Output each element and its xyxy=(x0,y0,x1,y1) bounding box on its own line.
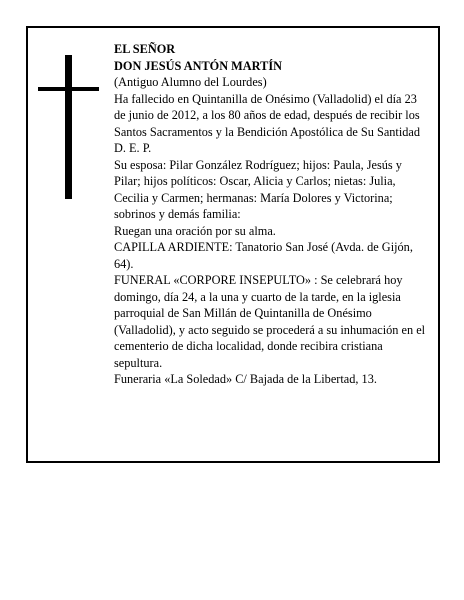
honorific: EL SEÑOR xyxy=(114,42,176,56)
deceased-name: DON JESÚS ANTÓN MARTÍN xyxy=(114,58,282,73)
chapel-info: CAPILLA ARDIENTE: Tanatorio San José (Avda. de Gijón, 64). xyxy=(114,240,413,271)
funeral-home: Funeraria «La Soledad» C/ Bajada de la Libertad, 13. xyxy=(114,372,377,386)
funeral-info: FUNERAL «CORPORE INSEPULTO» : Se celebrará hoy domingo, día 24, a la una y cuarto de la tarde, en la iglesia parroquial de San Millán de Quintanilla de Onésimo (Valladolid), y acto seguido se procederá a su inhumación en el cementerio de dicha localidad, donde recibira cristiana sepultura. xyxy=(114,273,426,370)
affiliation: (Antiguo Alumno del Lourdes) xyxy=(114,75,267,89)
prayer-request: Ruegan una oración por su alma. xyxy=(114,223,276,238)
rip: D. E. P. xyxy=(114,141,152,155)
cross-icon xyxy=(38,55,99,199)
death-notice: Ha fallecido en Quintanilla de Onésimo (Valladolid) el día 23 de junio de 2012, a los 80 años de edad, después de recibir los Santos Sacramentos y la Bendición Apostólica de Su Santidad xyxy=(114,91,421,139)
cross-horizontal-bar xyxy=(38,87,99,91)
notice-text xyxy=(114,41,426,388)
obituary-notice xyxy=(26,26,440,463)
family-list: Su esposa: Pilar González Rodríguez; hijos: Paula, Jesús y Pilar; hijos políticos: Oscar, Alicia y Carlos; nietas: Julia, Cecilia y Carmen; hermanas: María Dolores y Victorina; sobrinos y demás familia: xyxy=(114,157,402,221)
cross-vertical-bar xyxy=(65,55,72,199)
